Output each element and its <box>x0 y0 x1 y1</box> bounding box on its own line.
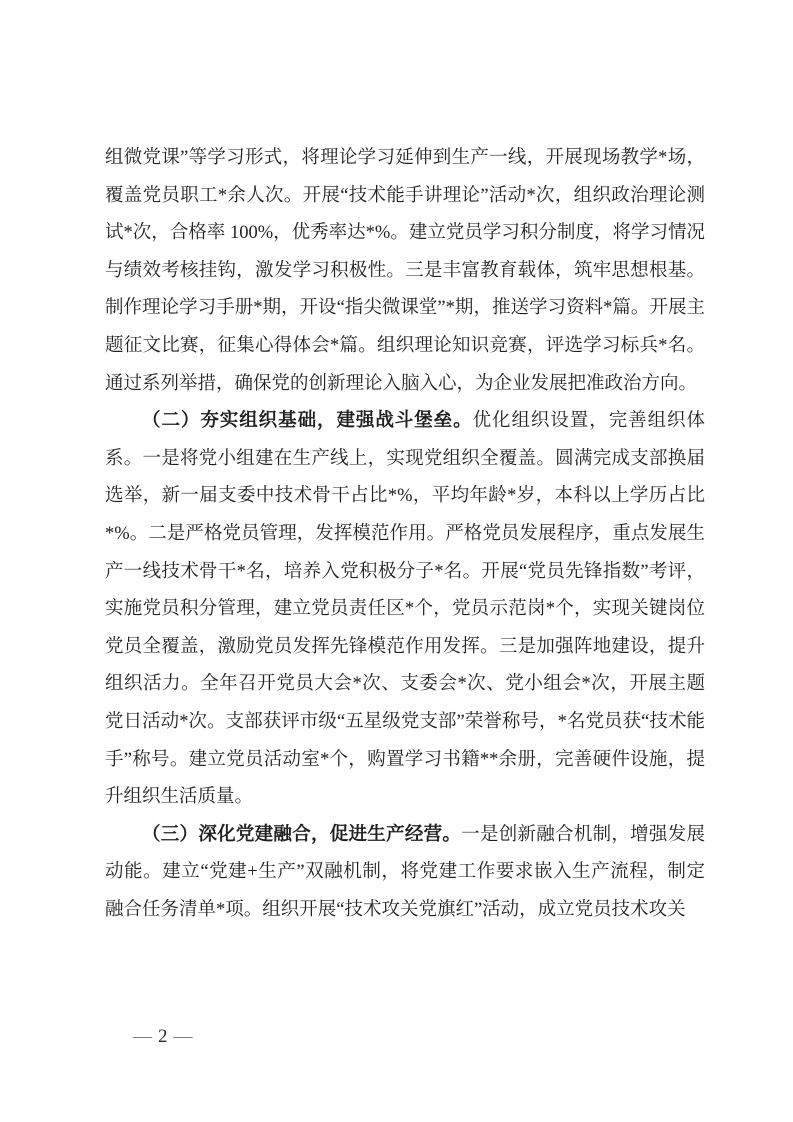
paragraph-text: 组微党课”等学习形式，将理论学习延伸到生产一线，开展现场教学*场，覆盖党员职工*余人次。开展“技术能手讲理论”活动*次，组织政治理论测试*次，合格率 100%，优秀率达*%。建立党员学习积分制度，将学习情况与绩效考核挂钩，激发学习积极性。三是丰富教育载体，筑牢思想根基。制作理论学习手册*期，开设“指尖微课堂”*期，推送学习资料*篇。开展主题征文比赛，征集心得体会*篇。组织理论知识竞赛，评选学习标兵*名。通过系列举措，确保党的创新理论入脑入心，为企业发展把准政治方向。 <box>105 148 705 394</box>
paragraph-continuation <box>105 140 705 403</box>
section-heading-3: （三）深化党建融合，促进生产经营。 <box>142 824 462 845</box>
paragraph-text: 一是创新融合机制，增强发展动能。建立“党建+生产”双融机制，将党建工作要求嵌入生产流程，制定融合任务清单*项。组织开展“技术攻关党旗红”活动，成立党员技术攻关 <box>105 824 705 920</box>
page-number <box>133 1026 195 1048</box>
page-number-dash-left: — <box>133 1026 154 1047</box>
page-number-dash-right: — <box>173 1026 195 1047</box>
section-heading-2: （二）夯实组织基础，建强战斗堡垒。 <box>142 411 473 432</box>
page-number-value: 2 <box>158 1026 170 1047</box>
paragraph-section-2 <box>105 403 705 817</box>
document-body <box>105 140 705 929</box>
paragraph-section-3 <box>105 817 705 930</box>
paragraph-text: 优化组织设置，完善组织体系。一是将党小组建在生产线上，实现党组织全覆盖。圆满完成支部换届选举，新一届支委中技术骨干占比*%，平均年龄*岁，本科以上学历占比*%。二是严格党员管理，发挥模范作用。严格党员发展程序，重点发展生产一线技术骨干*名，培养入党积极分子*名。开展“党员先锋指数”考评，实施党员积分管理，建立党员责任区*个，党员示范岗*个，实现关键岗位党员全覆盖，激励党员发挥先锋模范作用发挥。三是加强阵地建设，提升组织活力。全年召开党员大会*次、支委会*次、党小组会*次，开展主题党日活动*次。支部获评市级“五星级党支部”荣誉称号，*名党员获“技术能手”称号。建立党员活动室*个，购置学习书籍**余册，完善硬件设施，提升组织生活质量。 <box>105 411 705 808</box>
